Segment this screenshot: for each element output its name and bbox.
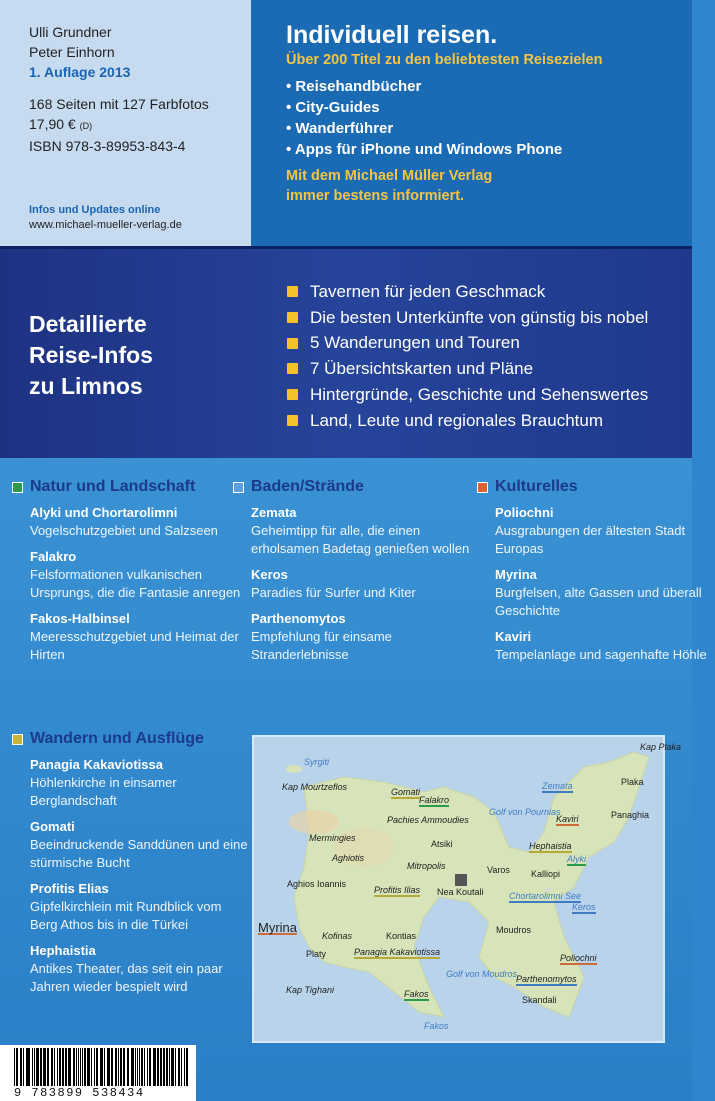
highlight-text: Tavernen für jeden Geschmack [310, 282, 546, 301]
section-item [30, 610, 250, 664]
barcode-bar [171, 1048, 173, 1086]
barcode-bar [34, 1048, 35, 1086]
barcode-bar [84, 1048, 86, 1086]
barcode-bar [131, 1048, 133, 1086]
barcode-bar [120, 1048, 122, 1086]
item-desc: Tempelanlage und sagenhafte Höhle [495, 647, 707, 662]
barcode-bar [181, 1048, 182, 1086]
item-desc: Höhlenkirche in einsamer Berglandschaft [30, 775, 177, 808]
section-3 [30, 730, 250, 1004]
highlight-item [287, 382, 648, 408]
section-square-icon [12, 734, 23, 745]
price [29, 114, 251, 136]
barcode-bar [32, 1048, 33, 1086]
airport-icon [455, 874, 467, 886]
bullet-square-icon [287, 312, 298, 323]
highlight-text: Die besten Unterkünfte von günstig bis nobel [310, 307, 649, 327]
barcode-bar [163, 1048, 165, 1086]
barcode-bar [166, 1048, 168, 1086]
barcode-bar [149, 1048, 151, 1086]
item-desc: Geheimtipp für alle, die einen erholsamen Badetag genießen wollen [251, 523, 470, 556]
map-label: Falakro [419, 795, 450, 805]
barcode-bar [160, 1048, 162, 1086]
barcode-bar [111, 1048, 113, 1086]
barcode-bar [127, 1048, 128, 1086]
item-name: Fakos-Halbinsel [30, 611, 130, 626]
book-info-panel [0, 0, 251, 246]
title-line: Detaillierte [29, 311, 147, 337]
barcode-bar [107, 1048, 109, 1086]
map-label: Varos [487, 865, 510, 875]
item-desc: Antikes Theater, das seit ein paar Jahren wieder bespielt wird [30, 961, 223, 994]
section-item [251, 504, 471, 558]
barcode-bar [40, 1048, 42, 1086]
barcode-bar [128, 1048, 129, 1086]
title-line: zu Limnos [29, 373, 143, 399]
barcode-bar [73, 1048, 75, 1086]
highlight-text: 7 Übersichtskarten und Pläne [310, 359, 534, 379]
barcode-bar [23, 1048, 24, 1086]
barcode-bar [94, 1048, 95, 1086]
barcode-bar [175, 1048, 177, 1086]
barcode-bar [59, 1048, 61, 1086]
barcode-bar [153, 1048, 155, 1086]
online-label: Infos und Updates online [29, 204, 161, 216]
item-name: Gomati [30, 819, 75, 834]
price-region: (D) [79, 121, 93, 131]
map-label: Poliochni [560, 953, 597, 963]
section-square-icon [12, 482, 23, 493]
barcode-bar [100, 1048, 102, 1086]
map-label: Fakos [424, 1021, 449, 1031]
map-label: Kap Mourtzeflos [282, 782, 348, 792]
section-square-icon [233, 482, 244, 493]
map-label: Aghios Ioannis [287, 879, 347, 889]
map-label: Panagia Kakaviotissa [354, 947, 441, 957]
highlight-item [287, 330, 648, 356]
bullet-square-icon [287, 363, 298, 374]
item-desc: Meeresschutzgebiet und Heimat der Hirten [30, 629, 239, 662]
promo-title: Individuell reisen. [286, 21, 498, 49]
item-name: Profitis Elias [30, 881, 109, 896]
map-label: Profitis Ilias [374, 885, 421, 895]
promo-bullet: • Reisehandbücher [286, 78, 422, 95]
barcode-bar [36, 1048, 38, 1086]
barcode-bars [14, 1048, 190, 1086]
section-title: Baden/Strände [251, 478, 364, 495]
barcode-bar [78, 1048, 79, 1086]
section-1 [251, 478, 471, 672]
highlight-item [287, 356, 648, 382]
item-name: Keros [251, 567, 288, 582]
section-title: Natur und Landschaft [30, 478, 196, 495]
bullet-square-icon [287, 338, 298, 349]
isbn: ISBN 978-3-89953-843-4 [29, 138, 186, 154]
barcode-bar [137, 1048, 138, 1086]
barcode-bar [115, 1048, 117, 1086]
map-label: Pachies Ammoudies [387, 815, 469, 825]
barcode-bar [91, 1048, 93, 1086]
item-name: Hephaistia [30, 943, 96, 958]
barcode-bar [147, 1048, 148, 1086]
section-header [233, 478, 471, 496]
section-item [251, 610, 471, 664]
edition: 1. Auflage 2013 [29, 64, 131, 80]
bullet-square-icon [287, 389, 298, 400]
map-label: Myrina [258, 920, 298, 935]
map-label: Kalliopi [531, 869, 561, 879]
map-label: Mitropolis [407, 861, 446, 871]
barcode-bar [141, 1048, 143, 1086]
promo-bullet: • Apps für iPhone und Windows Phone [286, 141, 563, 158]
barcode-bar [47, 1048, 49, 1086]
map-label: Alyki [567, 854, 587, 864]
highlight-item [287, 279, 648, 305]
map-label: Skandali [522, 995, 557, 1005]
bullet-square-icon [287, 415, 298, 426]
map-label: Moudros [496, 925, 532, 935]
map-label: Zemata [542, 781, 573, 791]
highlights-list [287, 279, 648, 433]
map-label: Golf von Moudros [446, 969, 518, 979]
item-desc: Empfehlung für einsame Stranderlebnisse [251, 629, 392, 662]
section-title: Kulturelles [495, 478, 578, 495]
item-name: Poliochni [495, 505, 554, 520]
section-item [251, 566, 471, 602]
barcode-bar [69, 1048, 71, 1086]
promo-bullet: • Wanderführer [286, 120, 394, 137]
barcode-bar [169, 1048, 170, 1086]
barcode-number: 9 783899 538434 [14, 1086, 145, 1100]
author: Ulli Grundner [29, 24, 112, 40]
tagline-line: Mit dem Michael Müller Verlag [286, 168, 493, 184]
promo-tagline [286, 166, 692, 206]
barcode-bar [186, 1048, 188, 1086]
map-label: Aghiotis [332, 853, 365, 863]
barcode-bar [118, 1048, 120, 1086]
section-item [30, 880, 250, 934]
barcode-bar [144, 1048, 145, 1086]
map-label: Kap Plaka [640, 742, 682, 752]
section-item [30, 818, 250, 872]
highlight-text: Hintergründe, Geschichte und Sehenswertes [310, 384, 649, 404]
map-label: Platy [306, 949, 327, 959]
item-name: Alyki und Chortarolimni [30, 505, 178, 520]
highlights-band [0, 246, 692, 458]
barcode-bar [68, 1048, 69, 1086]
section-title: Wandern und Ausflüge [30, 730, 204, 747]
section-item [30, 548, 250, 602]
barcode-bar [43, 1048, 45, 1086]
barcode-bar [82, 1048, 83, 1086]
map-label: Panaghia [611, 810, 650, 820]
promo-subtitle: Über 200 Titel zu den beliebtesten Reisezielen [286, 52, 603, 68]
section-item [30, 942, 250, 996]
item-name: Kaviri [495, 629, 532, 644]
item-name: Parthenomytos [251, 611, 346, 626]
highlight-item [287, 305, 648, 331]
map-label: Kaviri [556, 814, 579, 824]
item-name: Myrina [495, 567, 537, 582]
item-desc: Beeindruckende Sanddünen und eine stürmische Bucht [30, 837, 248, 870]
section-2 [495, 478, 715, 672]
item-name: Panagia Kakaviotissa [30, 757, 163, 772]
map-label: Plaka [621, 777, 644, 787]
barcode-bar [104, 1048, 106, 1086]
section-header [12, 478, 250, 496]
highlight-text: 5 Wanderungen und Touren [310, 333, 520, 353]
barcode-bar [14, 1048, 15, 1086]
section-square-icon [477, 482, 488, 493]
highlights-title [29, 309, 153, 402]
publisher-promo [251, 0, 692, 246]
section-item [30, 756, 250, 810]
item-desc: Burgfelsen, alte Gassen und überall Geschichte [495, 585, 702, 618]
item-name: Zemata [251, 505, 297, 520]
barcode-bar [76, 1048, 77, 1086]
barcode-bar [62, 1048, 64, 1086]
limnos-map [252, 735, 682, 1043]
map-label: Syrgiti [304, 757, 330, 767]
map-label: Chortarolimni See [509, 891, 582, 901]
item-desc: Felsformationen vulkanischen Ursprungs, die die Fantasie anregen [30, 567, 241, 600]
item-name: Falakro [30, 549, 77, 564]
barcode-bar [87, 1048, 89, 1086]
map-label: Gomati [391, 787, 421, 797]
map-label: Keros [572, 902, 596, 912]
barcode-bar [139, 1048, 140, 1086]
barcode-bar [96, 1048, 98, 1086]
map-label: Kap Tighani [286, 985, 334, 995]
item-desc: Gipfelkirchlein mit Rundblick vom Berg Athos bis in die Türkei [30, 899, 222, 932]
highlight-text: Land, Leute und regionales Brauchtum [310, 410, 603, 430]
map-label: Mermingies [309, 833, 356, 843]
section-item [495, 628, 715, 664]
map-label: Hephaistia [529, 841, 572, 851]
map-label: Golf von Pournias [489, 807, 561, 817]
barcode-bar [65, 1048, 67, 1086]
barcode-bar [51, 1048, 53, 1086]
map-label: Parthenomytos [516, 974, 577, 984]
barcode-bar [123, 1048, 125, 1086]
author: Peter Einhorn [29, 44, 115, 60]
item-desc: Vogelschutzgebiet und Salzseen [30, 523, 218, 538]
title-line: Reise-Infos [29, 342, 153, 368]
website-link[interactable]: www.michael-mueller-verlag.de [29, 219, 182, 231]
item-desc: Ausgrabungen der ältesten Stadt Europas [495, 523, 686, 556]
section-item [495, 504, 715, 558]
barcode-bar [20, 1048, 22, 1086]
barcode-bar [135, 1048, 137, 1086]
barcode-bar [57, 1048, 58, 1086]
map-label: Fakos [404, 989, 429, 999]
barcode-bar [16, 1048, 18, 1086]
item-desc: Paradies für Surfer und Kiter [251, 585, 416, 600]
barcode-bar [157, 1048, 159, 1086]
map-label: Nea Koutali [437, 887, 484, 897]
section-item [495, 566, 715, 620]
section-item [30, 504, 250, 540]
section-header [477, 478, 715, 496]
map-label: Kofinas [322, 931, 353, 941]
map-label: Kontias [386, 931, 417, 941]
barcode-bar [27, 1048, 29, 1086]
highlight-item [287, 408, 648, 434]
section-0 [30, 478, 250, 672]
promo-bullet: • City-Guides [286, 99, 380, 116]
barcode-bar [54, 1048, 56, 1086]
barcode-bar [26, 1048, 27, 1086]
barcode-bar [184, 1048, 186, 1086]
price-value: 17,90 € [29, 116, 76, 132]
section-header [12, 730, 250, 748]
barcode-bar [80, 1048, 81, 1086]
bullet-square-icon [287, 286, 298, 297]
page-count: 168 Seiten mit 127 Farbfotos [29, 96, 209, 112]
barcode [0, 1045, 196, 1101]
tagline-line: immer bestens informiert. [286, 188, 465, 204]
barcode-bar [178, 1048, 180, 1086]
map-label: Atsiki [431, 839, 453, 849]
